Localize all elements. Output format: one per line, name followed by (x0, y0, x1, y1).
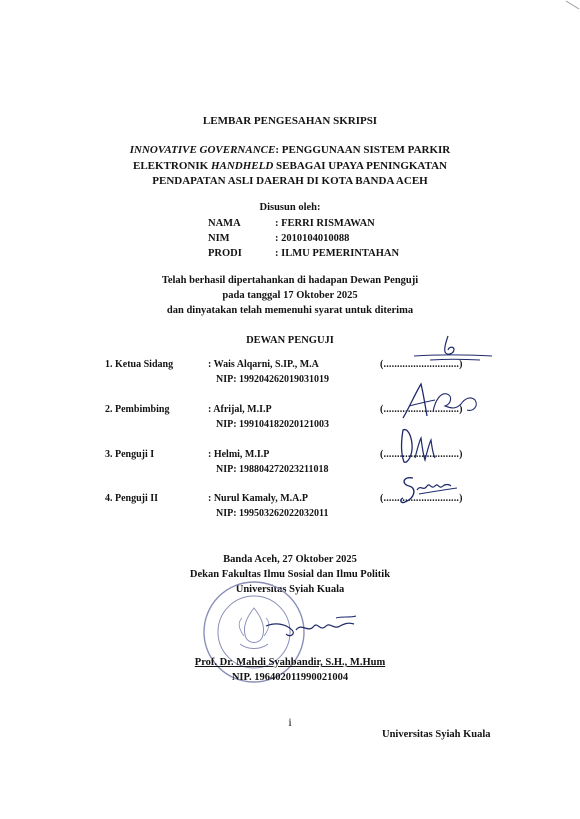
examiner-role: 4. Penguji II (105, 493, 159, 504)
board-title: DEWAN PENGUJI (246, 335, 334, 346)
examiner-role: 1. Ketua Sidang (105, 359, 174, 370)
signature-ketua-sidang (400, 332, 500, 376)
examiner-name: : Helmi, M.I.P (208, 449, 270, 460)
signature-line: (............................) (380, 404, 463, 415)
examiner-nip: NIP: 199204262019031019 (216, 374, 330, 385)
signature-pembimbing (395, 378, 485, 426)
examiner-name: : Nurul Kamaly, M.A.P (208, 493, 308, 504)
title-line-2-rest: SEBAGAI UPAYA PENINGKATAN (273, 160, 447, 172)
thesis-title-line-2 (0, 158, 580, 174)
examiner-nip: NIP: 199503262022032011 (216, 508, 329, 519)
thesis-title-line-1 (0, 142, 580, 158)
document-heading: LEMBAR PENGESAHAN SKRIPSI (202, 115, 378, 127)
prepared-by-label: Disusun oleh: (259, 202, 321, 213)
signature-penguji-2 (395, 472, 467, 508)
examiner-role: 2. Pembimbing (105, 404, 170, 415)
title-line-1-text: : PENGGUNAAN SISTEM PARKIR (275, 144, 451, 156)
dean-nip: NIP. 196402011990021004 (231, 672, 349, 683)
scan-corner-mark (565, 0, 580, 10)
defense-statement-line-1: Telah berhasil dipertahankan di hadapan Dewan Penguji (161, 275, 419, 286)
author-name-row: NAMA : FERRI RISMAWAN (208, 218, 375, 229)
signature-line: (............................) (380, 493, 463, 504)
dean-title: Dekan Fakultas Ilmu Sosial dan Ilmu Politik (189, 569, 391, 580)
title-italic-term-2: HANDHELD (210, 160, 274, 172)
title-line-2-pre: ELEKTRONIK (133, 160, 211, 172)
university-name: Universitas Syiah Kuala (235, 584, 345, 595)
defense-statement-line-2: pada tanggal 17 Oktober 2025 (222, 290, 358, 301)
signature-line: (............................) (380, 449, 463, 460)
dean-name: Prof. Dr. Mahdi Syahbandir, S.H., M.Hum (194, 657, 386, 668)
examiner-nip: NIP: 198804272023211018 (216, 464, 329, 475)
signature-dean (262, 612, 372, 648)
signature-line: (............................) (380, 359, 463, 370)
examiner-name: : Wais Alqarni, S.IP., M.A (208, 359, 319, 370)
footer-university: Universitas Syiah Kuala (382, 729, 491, 740)
page-number: i (288, 715, 292, 729)
examiner-nip: NIP: 199104182020121003 (216, 419, 330, 430)
defense-statement-line-3: dan dinyatakan telah memenuhi syarat untuk diterima (166, 305, 414, 316)
examiner-role: 3. Penguji I (105, 449, 155, 460)
author-info (208, 216, 399, 261)
signature-penguji-1 (395, 420, 445, 470)
title-italic-term: INNOVATIVE GOVERNANCE (129, 144, 276, 156)
place-date: Banda Aceh, 27 Oktober 2025 (223, 554, 357, 565)
examiner-name: : Afrijal, M.I.P (208, 404, 272, 415)
thesis-title-line-3: PENDAPATAN ASLI DAERAH DI KOTA BANDA ACEH (152, 175, 428, 187)
author-nim-row: NIM : 2010104010088 (208, 233, 350, 244)
author-prodi-row: PRODI : ILMU PEMERINTAHAN (208, 248, 400, 259)
